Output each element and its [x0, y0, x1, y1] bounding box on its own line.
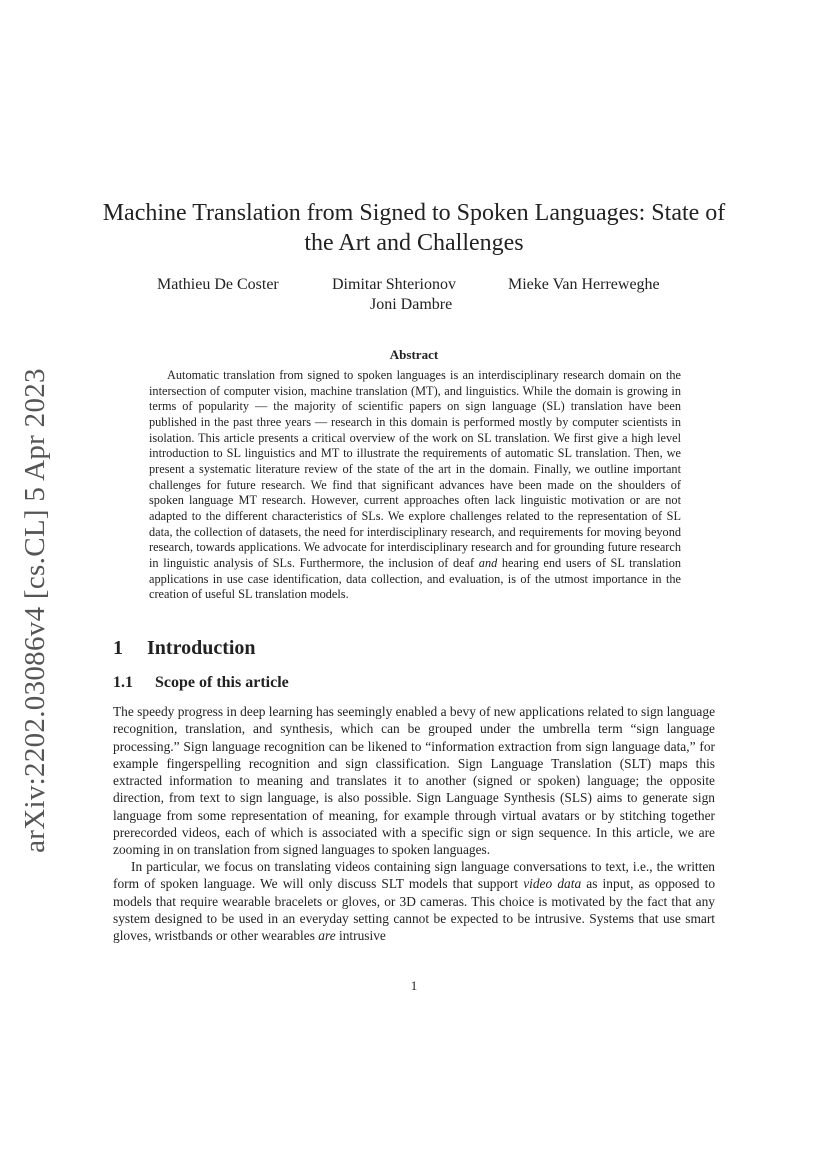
- abstract-body-end: hearing end users of SL translation applications in use case identification, data collection, and evaluation, is of the utmost importance in the creation of useful SL translation models.: [149, 555, 681, 602]
- page-number: 1: [410, 978, 418, 993]
- section-heading: [113, 637, 256, 660]
- paper-title: Machine Translation from Signed to Spoken Languages: State of the Art and Challenges: [102, 200, 726, 256]
- subsection-number: 1.1: [113, 674, 133, 691]
- arxiv-identifier: [10, 367, 60, 853]
- author-name: Mathieu De Coster: [157, 276, 279, 293]
- section-number: 1: [113, 637, 123, 659]
- paragraph-emphasis: are: [318, 928, 336, 943]
- abstract-body: Automatic translation from signed to spoken languages is an interdisciplinary research domain on the intersection of computer vision, machine translation (MT), and linguistics. While the domain is growing in terms of popularity — the majority of scientific papers on sign language (SL) translation have been published in the past three years — research in this domain is performed mostly by computer scientists in isolation. This article presents a critical overview of the work on SL translation. We first give a high level introduction to SL linguistics and MT to illustrate the requirements of automatic SL translation. Then, we present a systematic literature review of the state of the art in the domain. Finally, we outline important challenges for future research. We find that significant advances have been made on the shoulders of spoken language MT research. However, current approaches often lack linguistic motivation or are not adapted to the different characteristics of SLs. We explore challenges related to the representation of SL data, the collection of datasets, the need for interdisciplinary research, and requirements for moving beyond research, towards applications. We advocate for interdisciplinary research and for grounding future research in linguistic analysis of SLs. Furthermore, the inclusion of deaf: [149, 368, 681, 570]
- author-name: Mieke Van Herreweghe: [508, 276, 660, 293]
- paragraph-text: as input, as opposed to models that require wearable bracelets or gloves, or 3D cameras. This choice is motivated by the fact that any system designed to be used in an everyday setting cannot be expected to be intrusive. Systems that use smart gloves, wristbands or other wearables: [113, 876, 716, 943]
- paragraph-emphasis: video data: [523, 876, 582, 892]
- author-name: Joni Dambre: [370, 296, 453, 313]
- abstract-text: [149, 368, 681, 603]
- abstract-heading: Abstract: [389, 347, 439, 362]
- body-paragraph: [113, 858, 715, 944]
- paragraph-text: intrusive: [339, 928, 386, 943]
- arxiv-identifier-text: arXiv:2202.03086v4 [cs.CL] 5 Apr 2023: [18, 367, 51, 853]
- subsection-title: Scope of this article: [155, 674, 289, 691]
- subsection-heading: [113, 674, 289, 692]
- body-paragraph: The speedy progress in deep learning has seemingly enabled a bevy of new applications related to sign language recognition, translation, and synthesis, which can be grouped under the umbrella term “sign language processing.” Sign language recognition can be likened to “information extraction from sign language data,” for example fingerspelling recognition and sign classification. Sign Language Translation (SLT) maps this extracted information to meaning and translates it to another (signed or spoken) language; the opposite direction, from text to sign language, is also possible. Sign Language Synthesis (SLS) aims to generate sign language from some representation of meaning, for example through virtual avatars or by stitching together prerecorded videos, each of which is associated with a specific sign or sign sequence. In this article, we are zooming in on translation from signed languages to spoken languages.: [113, 704, 716, 857]
- paragraph-text: In particular, we focus on translating videos containing sign language conversations to text, i.e., the written form of spoken language. We will only discuss SLT models that support: [113, 859, 715, 892]
- author-name: Dimitar Shterionov: [332, 276, 456, 293]
- section-title: Introduction: [147, 637, 256, 659]
- abstract-emphasis: and: [478, 555, 498, 570]
